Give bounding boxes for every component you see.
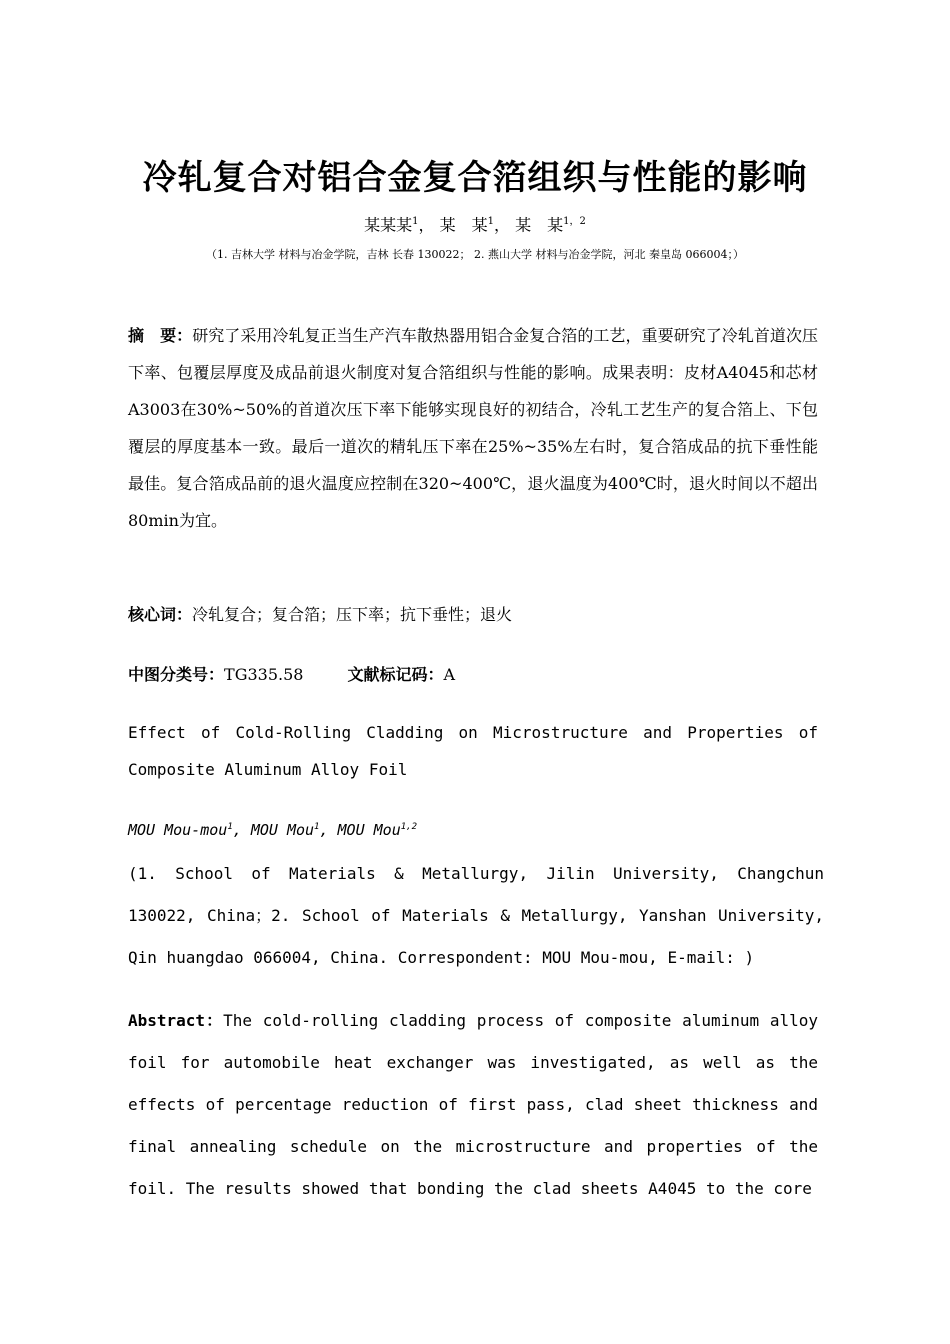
paper-title: 冷轧复合对铝合金复合箔组织与性能的影响 <box>142 158 808 198</box>
author-name: 某 某 <box>439 215 488 235</box>
english-abstract <box>128 1000 818 1210</box>
keywords-label: 核心词： <box>128 605 193 624</box>
english-author-name: MOU Mou-mou <box>128 821 228 839</box>
abstract-cn <box>128 317 818 539</box>
english-abstract-label: Abstract： <box>128 1011 224 1030</box>
classification <box>128 656 818 693</box>
clc-value: TG335.58 <box>224 665 304 684</box>
author-name: 某某某 <box>364 215 413 235</box>
doc-code-value: A <box>443 665 456 684</box>
affiliation-line: （1. 吉林大学 材料与冶金学院，吉林 长春 130022； 2. 燕山大学 材料与冶金学院，河北 秦皇岛 066004；） <box>206 248 744 261</box>
clc-label: 中图分类号： <box>128 665 225 684</box>
english-affiliation: (1. School of Materials & Metallurgy, Jilin University, Changchun 130022, China；2. School of Materials & Metallurgy, Yanshan University, Qin huangdao 066004, China. Correspondent: MOU Mou-mou, E-mail: ) <box>128 864 824 967</box>
english-author-list: MOU Mou-mou$^1$, MOU Mou$^1$, MOU Mou$^{1,2}$ <box>128 821 418 839</box>
author-list: 某某某$^1$， 某 某$^1$， 某 某$^{1,2}$ <box>364 215 586 235</box>
english-abstract-text: The cold-rolling cladding process of composite aluminum alloy foil for automobile heat exchanger was investigated, as well as the effects of percentage reduction of first pass, clad sheet thickness and final annealing schedule on the microstructure and properties of the foil. The results showed that bonding the clad sheets A4045 to the core <box>128 1011 818 1198</box>
english-author-mark: 1 <box>314 822 320 832</box>
abstract-cn-text: 研究了采用冷轧复正当生产汽车散热器用铝合金复合箔的工艺，重要研究了冷轧首道次压下率、包覆层厚度及成品前退火制度对复合箔组织与性能的影响。成果表明：皮材A4045和芯材A3003在30%~50%的首道次压下率下能够实现良好的初结合，冷轧工艺生产的复合箔上、下包覆层的厚度基本一致。最后一道次的精轧压下率在25%~35%左右时，复合箔成品的抗下垂性能最佳。复合箔成品前的退火温度应控制在320~400℃，退火温度为400℃时，退火时间以不超出80min为宜。 <box>128 326 818 530</box>
english-title: Effect of Cold-Rolling Cladding on Microstructure and Properties of Composite Aluminum Alloy Foil <box>128 723 818 779</box>
english-author-mark: 1,2 <box>400 822 418 832</box>
author-affiliation-mark: 1 <box>412 216 419 227</box>
doc-code-label: 文献标记码： <box>347 665 444 684</box>
abstract-cn-label: 摘 要： <box>128 326 193 345</box>
author-affiliation-mark: 1 <box>487 216 495 227</box>
english-author-name: MOU Mou <box>250 821 315 839</box>
english-author-name: MOU Mou <box>337 821 401 839</box>
keywords <box>128 596 818 633</box>
author-name: 某 某 <box>515 215 564 235</box>
english-author-mark: 1 <box>227 822 233 832</box>
keywords-text: 冷轧复合；复合箔；压下率；抗下垂性；退火 <box>192 605 513 624</box>
author-affiliation-mark: 1，2 <box>563 216 586 227</box>
